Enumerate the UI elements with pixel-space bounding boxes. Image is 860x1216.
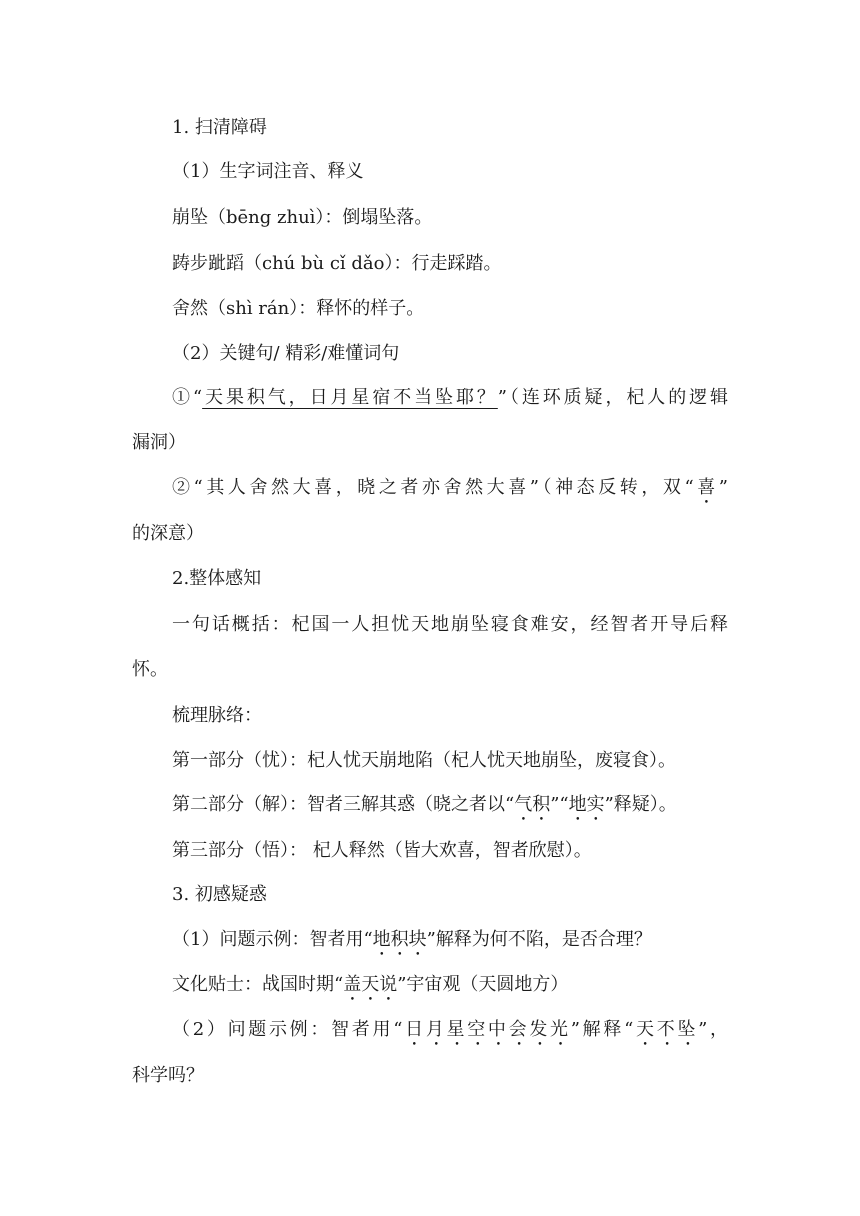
key-sentence-1-continuation: 漏洞） <box>132 432 186 453</box>
outline-part-3: 第三部分（悟）： 杞人释然（皆大欢喜，智者欣慰）。 <box>172 840 592 861</box>
section-1-subheading-2: （2）关键句/ 精彩/难懂词句 <box>172 343 400 364</box>
outline-part-2-dotted-1: 气积 <box>514 794 551 815</box>
key-sentence-1-underlined: 天果积气，日月星宿不当坠耶？ <box>202 387 498 408</box>
vocab-entry-3: 舍然（shì rán）：释怀的样子。 <box>172 298 425 319</box>
question-example-2-continuation: 科学吗？ <box>132 1065 204 1086</box>
outline-part-2-dotted-2: 地实 <box>568 794 605 815</box>
key-sentence-1: ①“天果积气，日月星宿不当坠耶？”（连环质疑，杞人的逻辑 <box>172 387 729 408</box>
vocab-entry-1: 崩坠（bēng zhuì）：倒塌坠落。 <box>172 207 433 228</box>
summary-line: 一句话概括：杞国一人担忧天地崩坠寝食难安，经智者开导后释 <box>172 614 728 635</box>
question-example-2-dotted-1: 日月星空中会发光 <box>402 1019 571 1040</box>
section-2-heading: 2.整体感知 <box>172 568 262 589</box>
question-example-1: （1）问题示例：智者用“地积块”解释为何不陷，是否合理？ <box>172 929 652 950</box>
section-1-heading: 1. 扫清障碍 <box>172 117 267 138</box>
question-example-2-dotted-2: 天不坠 <box>633 1019 699 1040</box>
vocab-entry-2: 踌步跐蹈（chú bù cǐ dǎo）：行走踩踏。 <box>172 253 502 274</box>
key-sentence-2: ②“其人舍然大喜，晓之者亦舍然大喜”（神态反转，双“喜” <box>172 477 728 498</box>
key-sentence-2-dotted: 喜 <box>693 477 719 498</box>
summary-continuation: 怀。 <box>132 659 168 680</box>
key-sentence-2-continuation: 的深意） <box>132 523 204 544</box>
culture-tip: 文化贴士：战国时期“盖天说”宇宙观（天圆地方） <box>172 974 569 995</box>
culture-tip-dotted: 盖天说 <box>343 974 398 995</box>
outline-label: 梳理脉络： <box>172 705 262 726</box>
question-example-1-dotted: 地积块 <box>372 929 427 950</box>
section-3-heading: 3. 初感疑惑 <box>172 884 267 905</box>
outline-part-2: 第二部分（解）：智者三解其惑（晓之者以“气积”“地实”释疑）。 <box>172 794 677 815</box>
outline-part-1: 第一部分（忧）：杞人忧天崩地陷（杞人忧天地崩坠，废寝食）。 <box>172 750 676 771</box>
question-example-2: （2）问题示例：智者用“日月星空中会发光”解释“天不坠”， <box>172 1019 729 1040</box>
section-1-subheading-1: （1）生字词注音、释义 <box>172 161 364 182</box>
